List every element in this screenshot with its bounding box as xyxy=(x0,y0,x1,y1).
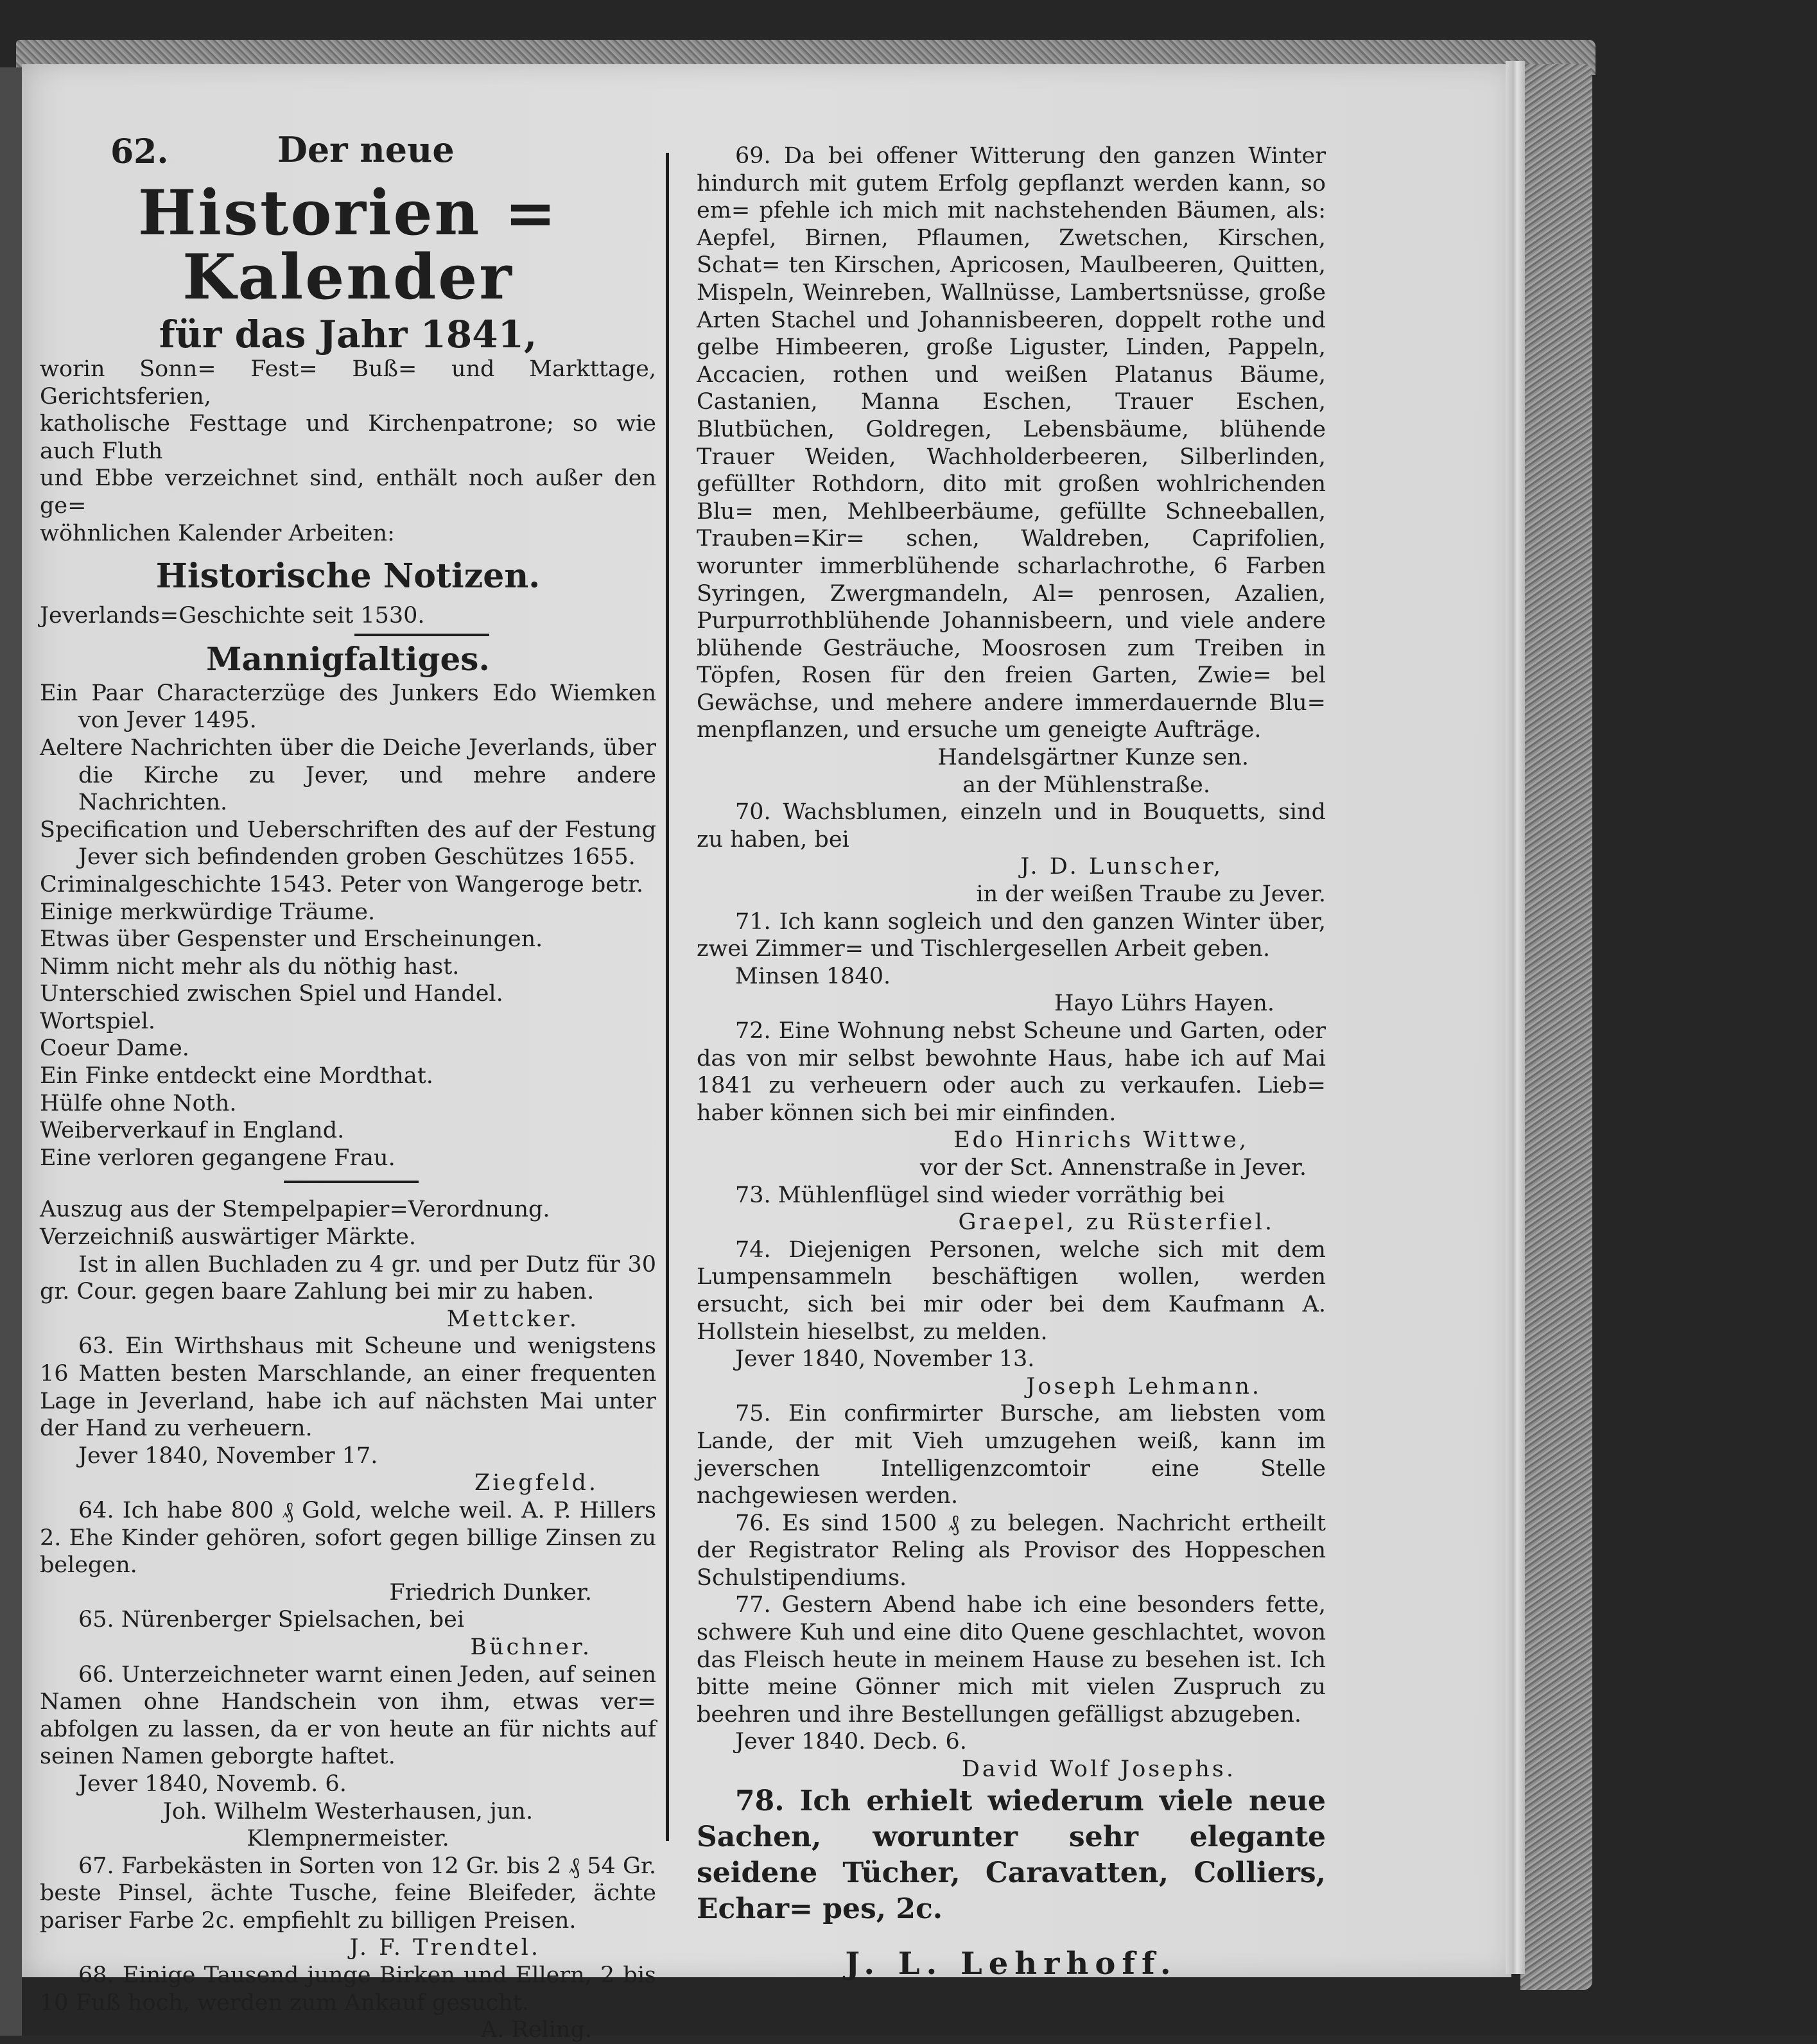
intro-line: wöhnlichen Kalender Arbeiten: xyxy=(40,520,395,546)
intro-line: katholische Festtage und Kirchenpatrone; so wie auch Fluth xyxy=(40,411,656,464)
signature: Klempnermeister. xyxy=(247,1826,449,1852)
signature: J. D. Lunscher, xyxy=(1020,854,1223,880)
list-item: Nimm nicht mehr als du nöthig hast. xyxy=(40,953,460,980)
notice-66: 66. Unterzeichneter warnt einen Jeden, auf seinen Namen ohne Handschein von ihm, etwas ver= abfolgen zu lassen, da er von heute an für nichts auf seinen Namen geborgte haftet. xyxy=(40,1661,656,1770)
intro-line: und Ebbe verzeichnet sind, enthält noch außer den ge= xyxy=(40,465,656,519)
signature: Edo Hinrichs Wittwe, xyxy=(953,1127,1249,1154)
list-item: Ein Finke entdeckt eine Mordthat. xyxy=(40,1063,433,1089)
der-neue: Der neue xyxy=(277,129,455,170)
intro-line: worin Sonn= Fest= Buß= und Markttage, Gerichtsferien, xyxy=(40,356,656,410)
column-divider xyxy=(666,153,669,1841)
notice-date: Jever 1840, Novemb. 6. xyxy=(78,1771,347,1797)
left-column xyxy=(40,129,656,2044)
list-item: Einige merkwürdige Träume. xyxy=(40,899,376,925)
signature: Mettcker. xyxy=(446,1306,579,1332)
signature: Joseph Lehmann. xyxy=(1026,1373,1262,1399)
notice-date: Minsen 1840. xyxy=(735,963,891,989)
list-item: Weiberverkauf in England. xyxy=(40,1118,345,1144)
list-item: Hülfe ohne Noth. xyxy=(40,1090,237,1116)
list-item: Ein Paar Characterzüge des Junkers Edo Wiemken von Jever 1495. xyxy=(40,680,656,734)
signature: Hayo Lührs Hayen. xyxy=(1054,991,1274,1017)
notice-date: Jever 1840, November 13. xyxy=(735,1346,1035,1373)
notice-70: 70. Wachsblumen, einzeln und in Bouquetts, sind zu haben, bei xyxy=(697,799,1326,853)
notice-73: 73. Mühlenflügel sind wieder vorräthig bei xyxy=(735,1182,1225,1208)
notice-77: 77. Gestern Abend habe ich eine besonders fette, schwere Kuh und eine dito Quene geschlachtet, wovon das Fleisch heute in meinem Hause zu besehen ist. Ich bitte meine Gönner mich mit vielen Zuspruch zu beehren und ihre Bestellungen gefälligst abzugeben. xyxy=(697,1592,1326,1728)
auszug-line: Auszug aus der Stempelpapier=Verordnung. xyxy=(40,1197,550,1223)
historische-notizen-title: Historische Notizen. xyxy=(155,557,541,596)
signature: in der weißen Traube zu Jever. xyxy=(976,881,1326,908)
list-item: Eine verloren gegangene Frau. xyxy=(40,1145,396,1171)
signature: Joh. Wilhelm Westerhausen, jun. xyxy=(162,1798,534,1824)
signature: J. L. Lehrhoff. xyxy=(845,1945,1178,1982)
notice-71: 71. Ich kann sogleich und den ganzen Winter über, zwei Zimmer= und Tischlergesellen Arbeit geben. xyxy=(697,908,1326,962)
notice-68: 68. Einige Tausend junge Birken und Ellern, 2 bis 10 Fuß hoch, werden zum Ankauf gesucht. xyxy=(40,1962,656,2016)
notice-65: 65. Nürenberger Spielsachen, bei xyxy=(78,1607,465,1633)
issue-number: 62. xyxy=(110,132,169,171)
notice-76: 76. Es sind 1500 ₰ zu belegen. Nachricht ertheilt der Registrator Reling als Provisor des Hoppeschen Schulstipendiums. xyxy=(697,1510,1326,1591)
signature: an der Mühlenstraße. xyxy=(962,772,1210,798)
signature: David Wolf Josephs. xyxy=(961,1756,1236,1783)
notice-date: Jever 1840, November 17. xyxy=(78,1442,378,1469)
calendar-title: Historien = Kalender xyxy=(137,177,559,313)
right-column xyxy=(697,143,1326,1982)
signature: Büchner. xyxy=(470,1634,592,1660)
signature: Graepel, zu Rüsterfiel. xyxy=(958,1209,1274,1236)
list-item: Wortspiel. xyxy=(40,1008,156,1034)
signature: J. F. Trendtel. xyxy=(349,1935,541,1961)
signature: vor der Sct. Annenstraße in Jever. xyxy=(919,1154,1307,1181)
jeverlands-line: Jeverlands=Geschichte seit 1530. xyxy=(40,603,425,629)
notice-67: 67. Farbekästen in Sorten von 12 Gr. bis 2 ₰ 54 Gr. beste Pinsel, ächte Tusche, feine Bleifeder, ächte pariser Farbe 2c. empfiehlt zu billigen Preisen. xyxy=(40,1853,656,1934)
notice-72: 72. Eine Wohnung nebst Scheune und Garten, oder das von mir selbst bewohnte Haus, habe ich auf Mai 1841 zu verheuern oder auch zu verkaufen. Lieb= haber können sich bei mir einfinden. xyxy=(697,1018,1326,1126)
notice-74: 74. Diejenigen Personen, welche sich mit dem Lumpensammeln beschäftigen wollen, werden ersucht, sich bei mir oder bei dem Kaufmann A. Hollstein hieselbst, zu melden. xyxy=(697,1236,1326,1345)
notice-63: 63. Ein Wirthshaus mit Scheune und wenigstens 16 Matten besten Marschlande, an einer frequenten Lage in Jeverland, habe ich auf nächsten Mai unter der Hand zu verheuern. xyxy=(40,1333,656,1442)
signature: Ziegfeld. xyxy=(474,1470,598,1496)
notice-date: Jever 1840. Decb. 6. xyxy=(735,1729,967,1755)
list-item: Coeur Dame. xyxy=(40,1035,189,1062)
signature: Handelsgärtner Kunze sen. xyxy=(937,745,1249,771)
signature: Friedrich Dunker. xyxy=(389,1579,592,1606)
mannigfaltiges-title: Mannigfaltiges. xyxy=(206,639,490,678)
notice-75: 75. Ein confirmirter Bursche, am liebsten vom Lande, der mit Vieh umzugehen weiß, kann im jeverschen Intelligenzcomtoir eine Stelle nachgewiesen werden. xyxy=(697,1401,1326,1509)
notice-69: 69. Da bei offener Witterung den ganzen Winter hindurch mit gutem Erfolg gepflanzt werden kann, so em= pfehle ich mich mit nachstehenden Bäumen, als: Aepfel, Birnen, Pflaumen, Zwetschen, Kirschen, Schat= ten Kirschen, Apricosen, Maulbeeren, Quitten, Mispeln, Weinreben, Wallnüsse, Lambertsnüsse, große Arten Stachel und Johannisbeeren, doppelt rothe und gelbe Himbeeren, große Liguster, Linden, Pappeln, Accacien, rothen und weißen Platanus Bäume, Castanien, Manna Eschen, Trauer Eschen, Blutbüchen, Goldregen, Lebensbäume, blühende Trauer Weiden, Wachholderbeeren, Silberlinden, gefüllter Rothdorn, dito mit großen wohlrichenden Blu= men, Mehlbeerbäume, gefüllte Schneeballen, Trauben=Kir= schen, Waldreben, Caprifolien, worunter immerblühende scharlachrothe, 6 Farben Syringen, Zwergmandeln, Al= penrosen, Azalien, Purpurrothblühende Johannisbeern, und viele andere blühende Gesträuche, Moosrosen zum Treiben in Töpfen, Rosen für den freien Garten, Zwie= bel Gewächse, und mehere andere immerdauernde Blu= menpflanzen, und ersuche um geneigte Aufträge. xyxy=(697,143,1326,743)
list-item: Etwas über Gespenster und Erscheinungen. xyxy=(40,926,543,953)
signature: A. Reling. xyxy=(480,2017,592,2043)
list-item: Criminalgeschichte 1543. Peter von Wangeroge betr. xyxy=(40,871,644,897)
book-cover-right-edge xyxy=(1520,64,1592,1990)
list-item: Unterschied zwischen Spiel und Handel. xyxy=(40,981,503,1007)
header-line xyxy=(40,129,656,181)
list-item: Specification und Ueberschriften des auf der Festung Jever sich befindenden groben Geschützes 1655. xyxy=(40,817,656,870)
previous-page-edge xyxy=(0,67,22,2036)
calendar-year: für das Jahr 1841, xyxy=(159,313,537,356)
price-line: Ist in allen Buchladen zu 4 gr. und per Dutz für 30 gr. Cour. gegen baare Zahlung bei mir zu haben. xyxy=(40,1251,656,1305)
page-stack-edge xyxy=(1506,61,1525,1974)
notice-78: 78. Ich erhielt wiederum viele neue Sachen, worunter sehr elegante seidene Tücher, Caravatten, Colliers, Echar= pes, 2c. xyxy=(697,1784,1326,1925)
section-rule xyxy=(354,634,489,636)
list-item: Aeltere Nachrichten über die Deiche Jeverlands, über die Kirche zu Jever, und mehre andere Nachrichten. xyxy=(40,734,656,816)
section-rule xyxy=(284,1181,419,1183)
notice-64: 64. Ich habe 800 ₰ Gold, welche weil. A. P. Hillers 2. Ehe Kinder gehören, sofort gegen billige Zinsen zu belegen. xyxy=(40,1497,656,1579)
auszug-line: Verzeichniß auswärtiger Märkte. xyxy=(40,1224,416,1251)
